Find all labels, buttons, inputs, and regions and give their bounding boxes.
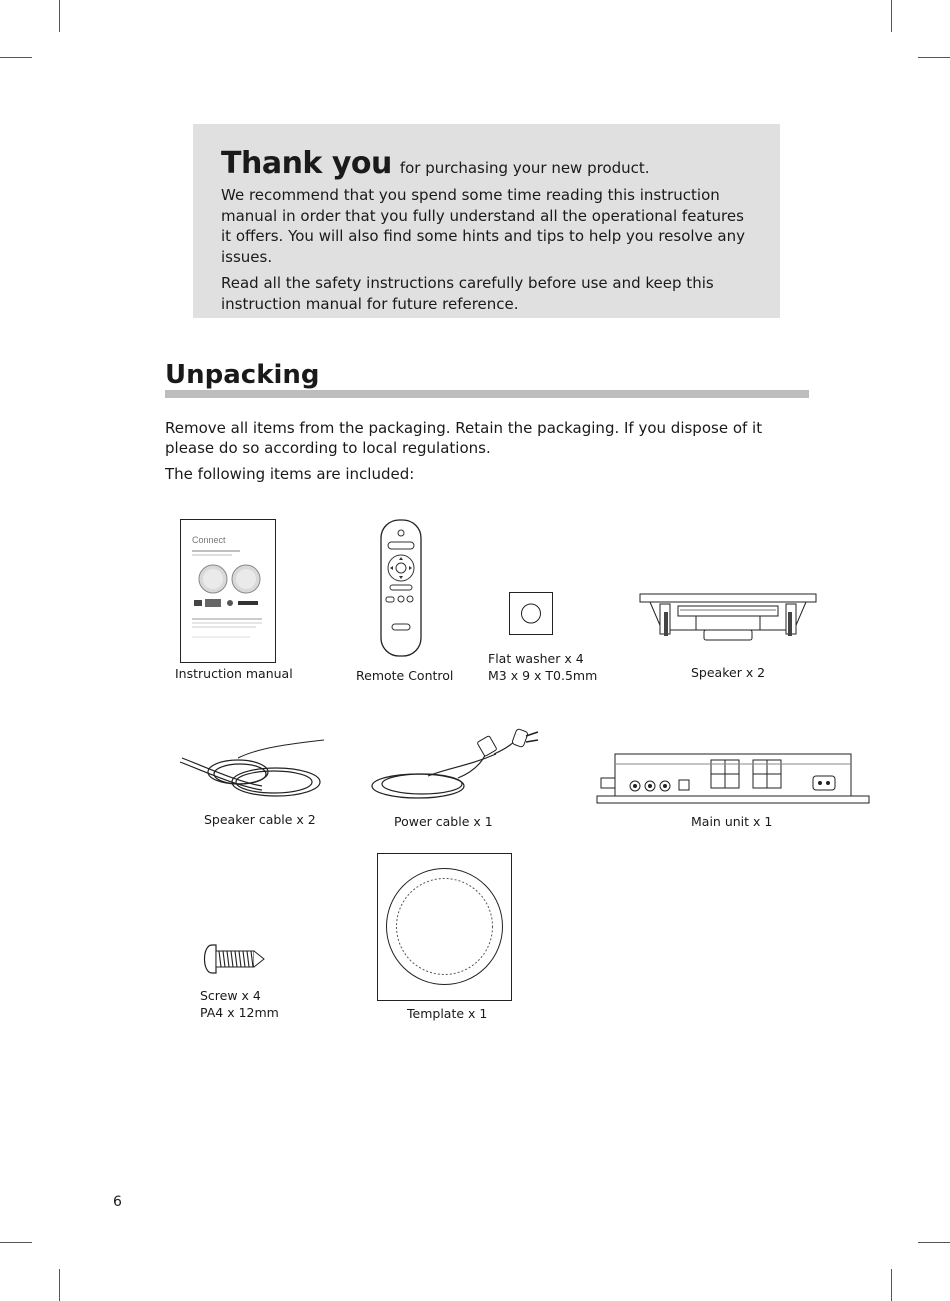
page-number: 6 <box>113 1194 122 1210</box>
screw-illustration <box>200 943 266 975</box>
thank-you-subtitle: for purchasing your new product. <box>399 159 650 177</box>
item-label: Main unit x 1 <box>691 814 773 829</box>
item-label: Screw x 4 <box>200 988 261 1003</box>
item-label: PA4 x 12mm <box>200 1005 279 1020</box>
template-illustration <box>377 853 513 1002</box>
crop-mark <box>0 57 32 58</box>
item-label: Template x 1 <box>407 1006 488 1021</box>
crop-mark <box>891 0 892 32</box>
item-label: Flat washer x 4 <box>488 651 584 666</box>
thank-you-paragraph: Read all the safety instructions carefully before use and keep this instruction manual for future reference. <box>221 274 714 313</box>
item-label: Speaker x 2 <box>691 665 766 680</box>
thank-you-paragraph: We recommend that you spend some time reading this instruction manual in order that you fully understand all the operational features it offers. You will also find some hints and tips to help you resolve any issues. <box>221 186 746 266</box>
speaker-cable-illustration <box>178 738 328 800</box>
remote-control-illustration <box>380 519 422 657</box>
item-label: Speaker cable x 2 <box>204 812 316 827</box>
power-cable-illustration <box>368 728 540 802</box>
speaker-illustration <box>638 590 818 652</box>
item-label: Power cable x 1 <box>394 814 493 829</box>
thank-you-heading <box>221 146 752 181</box>
section-title: Unpacking <box>165 360 320 390</box>
item-label: M3 x 9 x T0.5mm <box>488 668 598 683</box>
thank-you-title: Thank you <box>221 146 392 181</box>
items-intro: The following items are included: <box>165 465 415 483</box>
main-unit-illustration <box>595 752 871 806</box>
thank-you-box <box>193 124 780 318</box>
crop-mark <box>0 1242 32 1243</box>
crop-mark <box>59 0 60 32</box>
crop-mark <box>918 57 950 58</box>
section-rule <box>165 390 809 398</box>
crop-mark <box>891 1269 892 1301</box>
crop-mark <box>59 1269 60 1301</box>
instruction-manual-illustration <box>180 519 276 663</box>
item-label: Instruction manual <box>175 666 293 681</box>
flat-washer-illustration <box>509 592 554 637</box>
crop-mark <box>918 1242 950 1243</box>
unpacking-paragraph: Remove all items from the packaging. Retain the packaging. If you dispose of it please do so according to local regulations. <box>165 419 763 457</box>
item-label: Remote Control <box>356 668 454 683</box>
manual-brand-text: Connect <box>192 535 226 545</box>
